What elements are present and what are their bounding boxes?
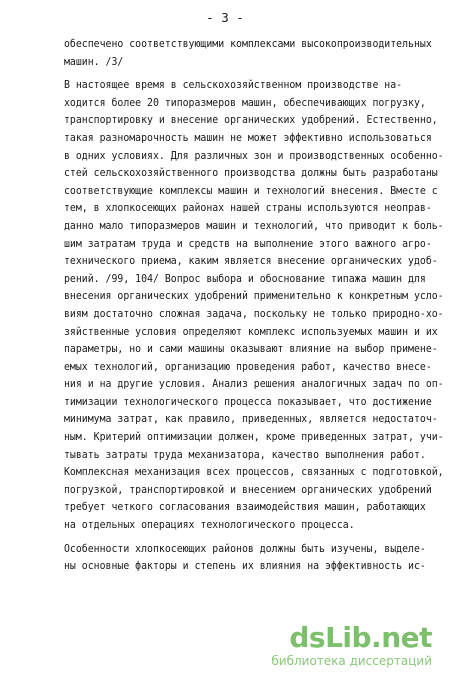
text-line: виям достаточно сложная задача, поскольку не только природно-хо- [64, 307, 444, 320]
text-line: в одних условиях. Для различных зон и производственных особенно- [64, 149, 444, 162]
text-line: ходится более 20 типоразмеров машин, обеспечивающих погрузку, [64, 96, 426, 109]
text-line: емых технологий, организацию проведения работ, качество внесе- [64, 360, 432, 373]
text-line: погрузкой, транспортировкой и внесением органических удобрений [64, 483, 432, 496]
text-line: Комплексная механизация всех процессов, связанных с подготовкой, [64, 466, 444, 479]
text-line: В настоящее время в сельскохозяйственном производстве на- [64, 79, 403, 92]
text-line: такая разномарочность машин не может эффективно использоваться [64, 131, 432, 144]
text-line: шим затратам труда и средств на выполнение этого важного агро- [64, 237, 432, 250]
text-line: стей сельскохозяйственного производства должны быть разработаны [64, 167, 438, 180]
text-line: параметры, но и сами машины оказывают влияние на выбор примене- [64, 343, 438, 356]
text-line: ния и на другие условия. Анализ решения аналогичных задач по оп- [64, 378, 444, 391]
text-line: технического приема, каким является внесение органических удоб- [64, 255, 438, 268]
text-line: внесения органических удобрений применительно к конкретным усло- [64, 290, 444, 303]
text-line: тимизации технологического процесса показывает, что достижение [64, 395, 432, 408]
text-line: ным. Критерий оптимизации должен, кроме приведенных затрат, учи- [64, 431, 444, 444]
text-line: тем, в хлопкосеющих районах нашей страны используются неоправ- [64, 202, 432, 215]
text-line: требует четкого согласования взаимодействия машин, работающих [64, 501, 426, 514]
text-line: данно мало типоразмеров машин и технологий, что приводит к боль- [64, 219, 444, 232]
text-line: на отдельных операциях технологического процесса. [64, 519, 355, 532]
watermark-subtitle: библиотека диссертаций [271, 654, 432, 668]
watermark-logo: dsLib.net [289, 621, 432, 654]
text-line: минимума затрат, как правило, приведенных, является недостаточ- [64, 413, 438, 426]
watermark [271, 621, 432, 668]
text-line: обеспечено соответствующими комплексами высокопроизводительных [64, 38, 432, 50]
text-line: ны основные факторы и степень их влияния на эффективность ис- [64, 560, 426, 573]
text-line: машин. /3/ [64, 55, 124, 68]
page-number: - 3 - [206, 10, 244, 25]
text-line: зяйственные условия определяют комплекс используемых машин и их [64, 325, 438, 338]
text-line: Особенности хлопкосеющих районов должны быть изучены, выделе- [64, 542, 426, 555]
text-line: рений. /99, 104/ Вопрос выбора и обоснование типажа машин для [64, 272, 426, 285]
text-line: тывать затраты труда механизатора, качество выполнения работ. [64, 448, 426, 461]
text-line: соответствующие комплексы машин и технологий внесения. Вместе с [64, 184, 438, 197]
text-line: транспортировку и внесение органических удобрений. Естественно, [64, 114, 438, 127]
document-text [64, 36, 444, 576]
